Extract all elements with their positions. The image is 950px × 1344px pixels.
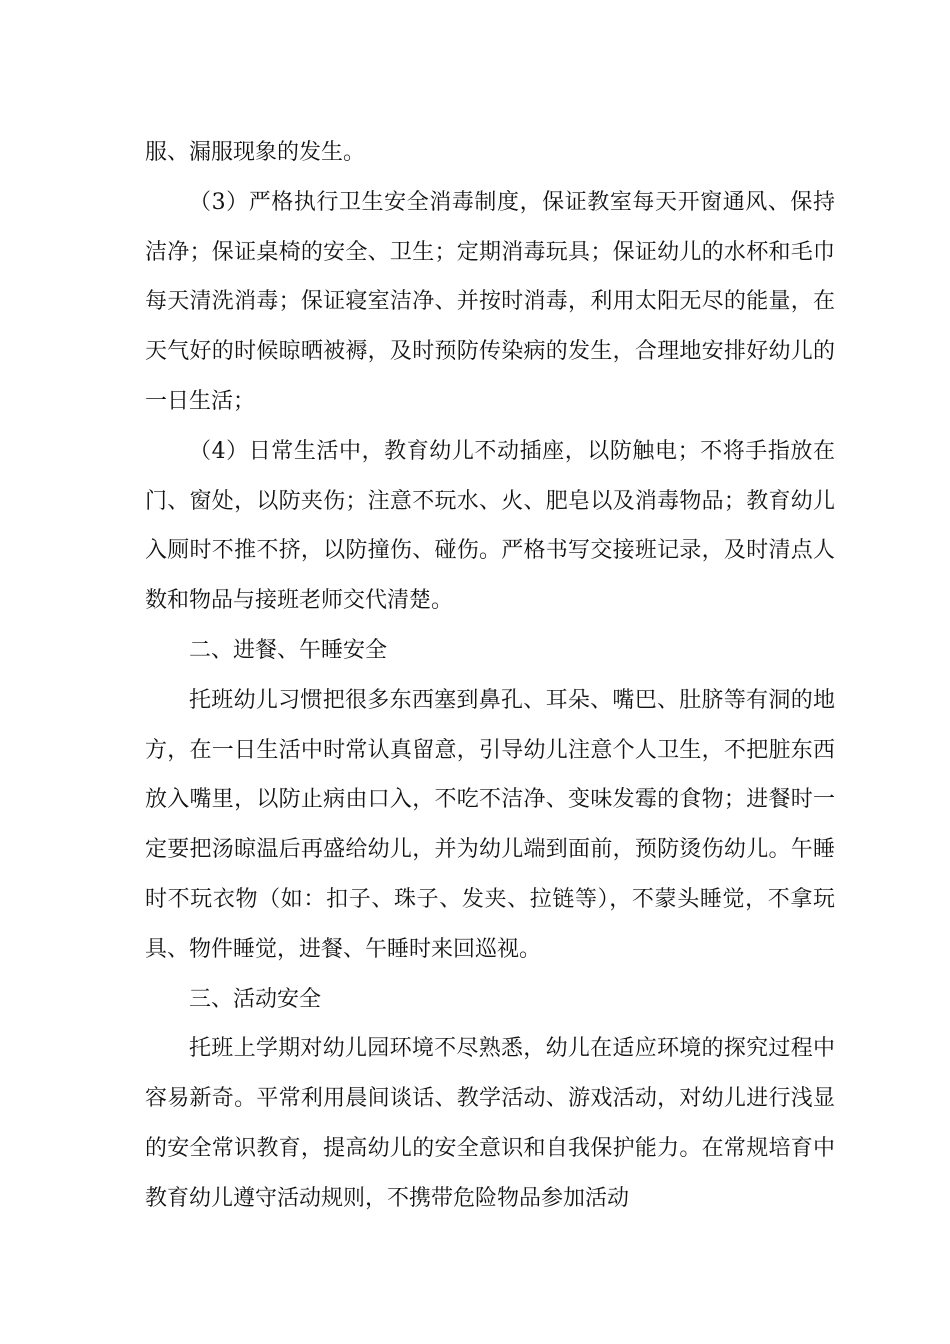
paragraph-continuation: 服、漏服现象的发生。 bbox=[145, 140, 366, 165]
paragraph-meal-nap: 托班幼儿习惯把很多东西塞到鼻孔、耳朵、嘴巴、肚脐等有洞的地方，在一日生活中时常认真留意，引导幼儿注意个人卫生，不把脏东西放入嘴里，以防止病由口入，不吃不洁净、变味发霉的食物；进餐时一定要把汤晾温后再盛给幼儿，并为幼儿端到面前，预防烫伤幼儿。午睡时不玩衣物（如：扣子、珠子、发夹、拉链等），不蒙头睡觉，不拿玩具、物件睡觉，进餐、午睡时来回巡视。 bbox=[145, 687, 835, 962]
paragraph-item-3: （3）严格执行卫生安全消毒制度，保证教室每天开窗通风、保持洁净；保证桌椅的安全、卫生；定期消毒玩具；保证幼儿的水杯和毛巾每天清洗消毒；保证寝室洁净、并按时消毒，利用太阳无尽的能量，在天气好的时候晾晒被褥，及时预防传染病的发生，合理地安排好幼儿的一日生活； bbox=[145, 189, 835, 414]
paragraph-item-4: （4）日常生活中，教育幼儿不动插座，以防触电；不将手指放在门、窗处，以防夹伤；注意不玩水、火、肥皂以及消毒物品；教育幼儿入厕时不推不挤，以防撞伤、碰伤。严格书写交接班记录，及时清点人数和物品与接班老师交代清楚。 bbox=[145, 438, 835, 614]
section-heading-meal-nap-safety: 二、进餐、午睡安全 bbox=[189, 637, 388, 663]
section-heading-activity-safety: 三、活动安全 bbox=[189, 986, 322, 1012]
body-text bbox=[145, 128, 835, 1224]
paragraph-activity: 托班上学期对幼儿园环境不尽熟悉，幼儿在适应环境的探究过程中容易新奇。平常利用晨间谈话、教学活动、游戏活动，对幼儿进行浅显的安全常识教育，提高幼儿的安全意识和自我保护能力。在常规培育中教育幼儿遵守活动规则，不携带危险物品参加活动 bbox=[145, 1036, 835, 1211]
